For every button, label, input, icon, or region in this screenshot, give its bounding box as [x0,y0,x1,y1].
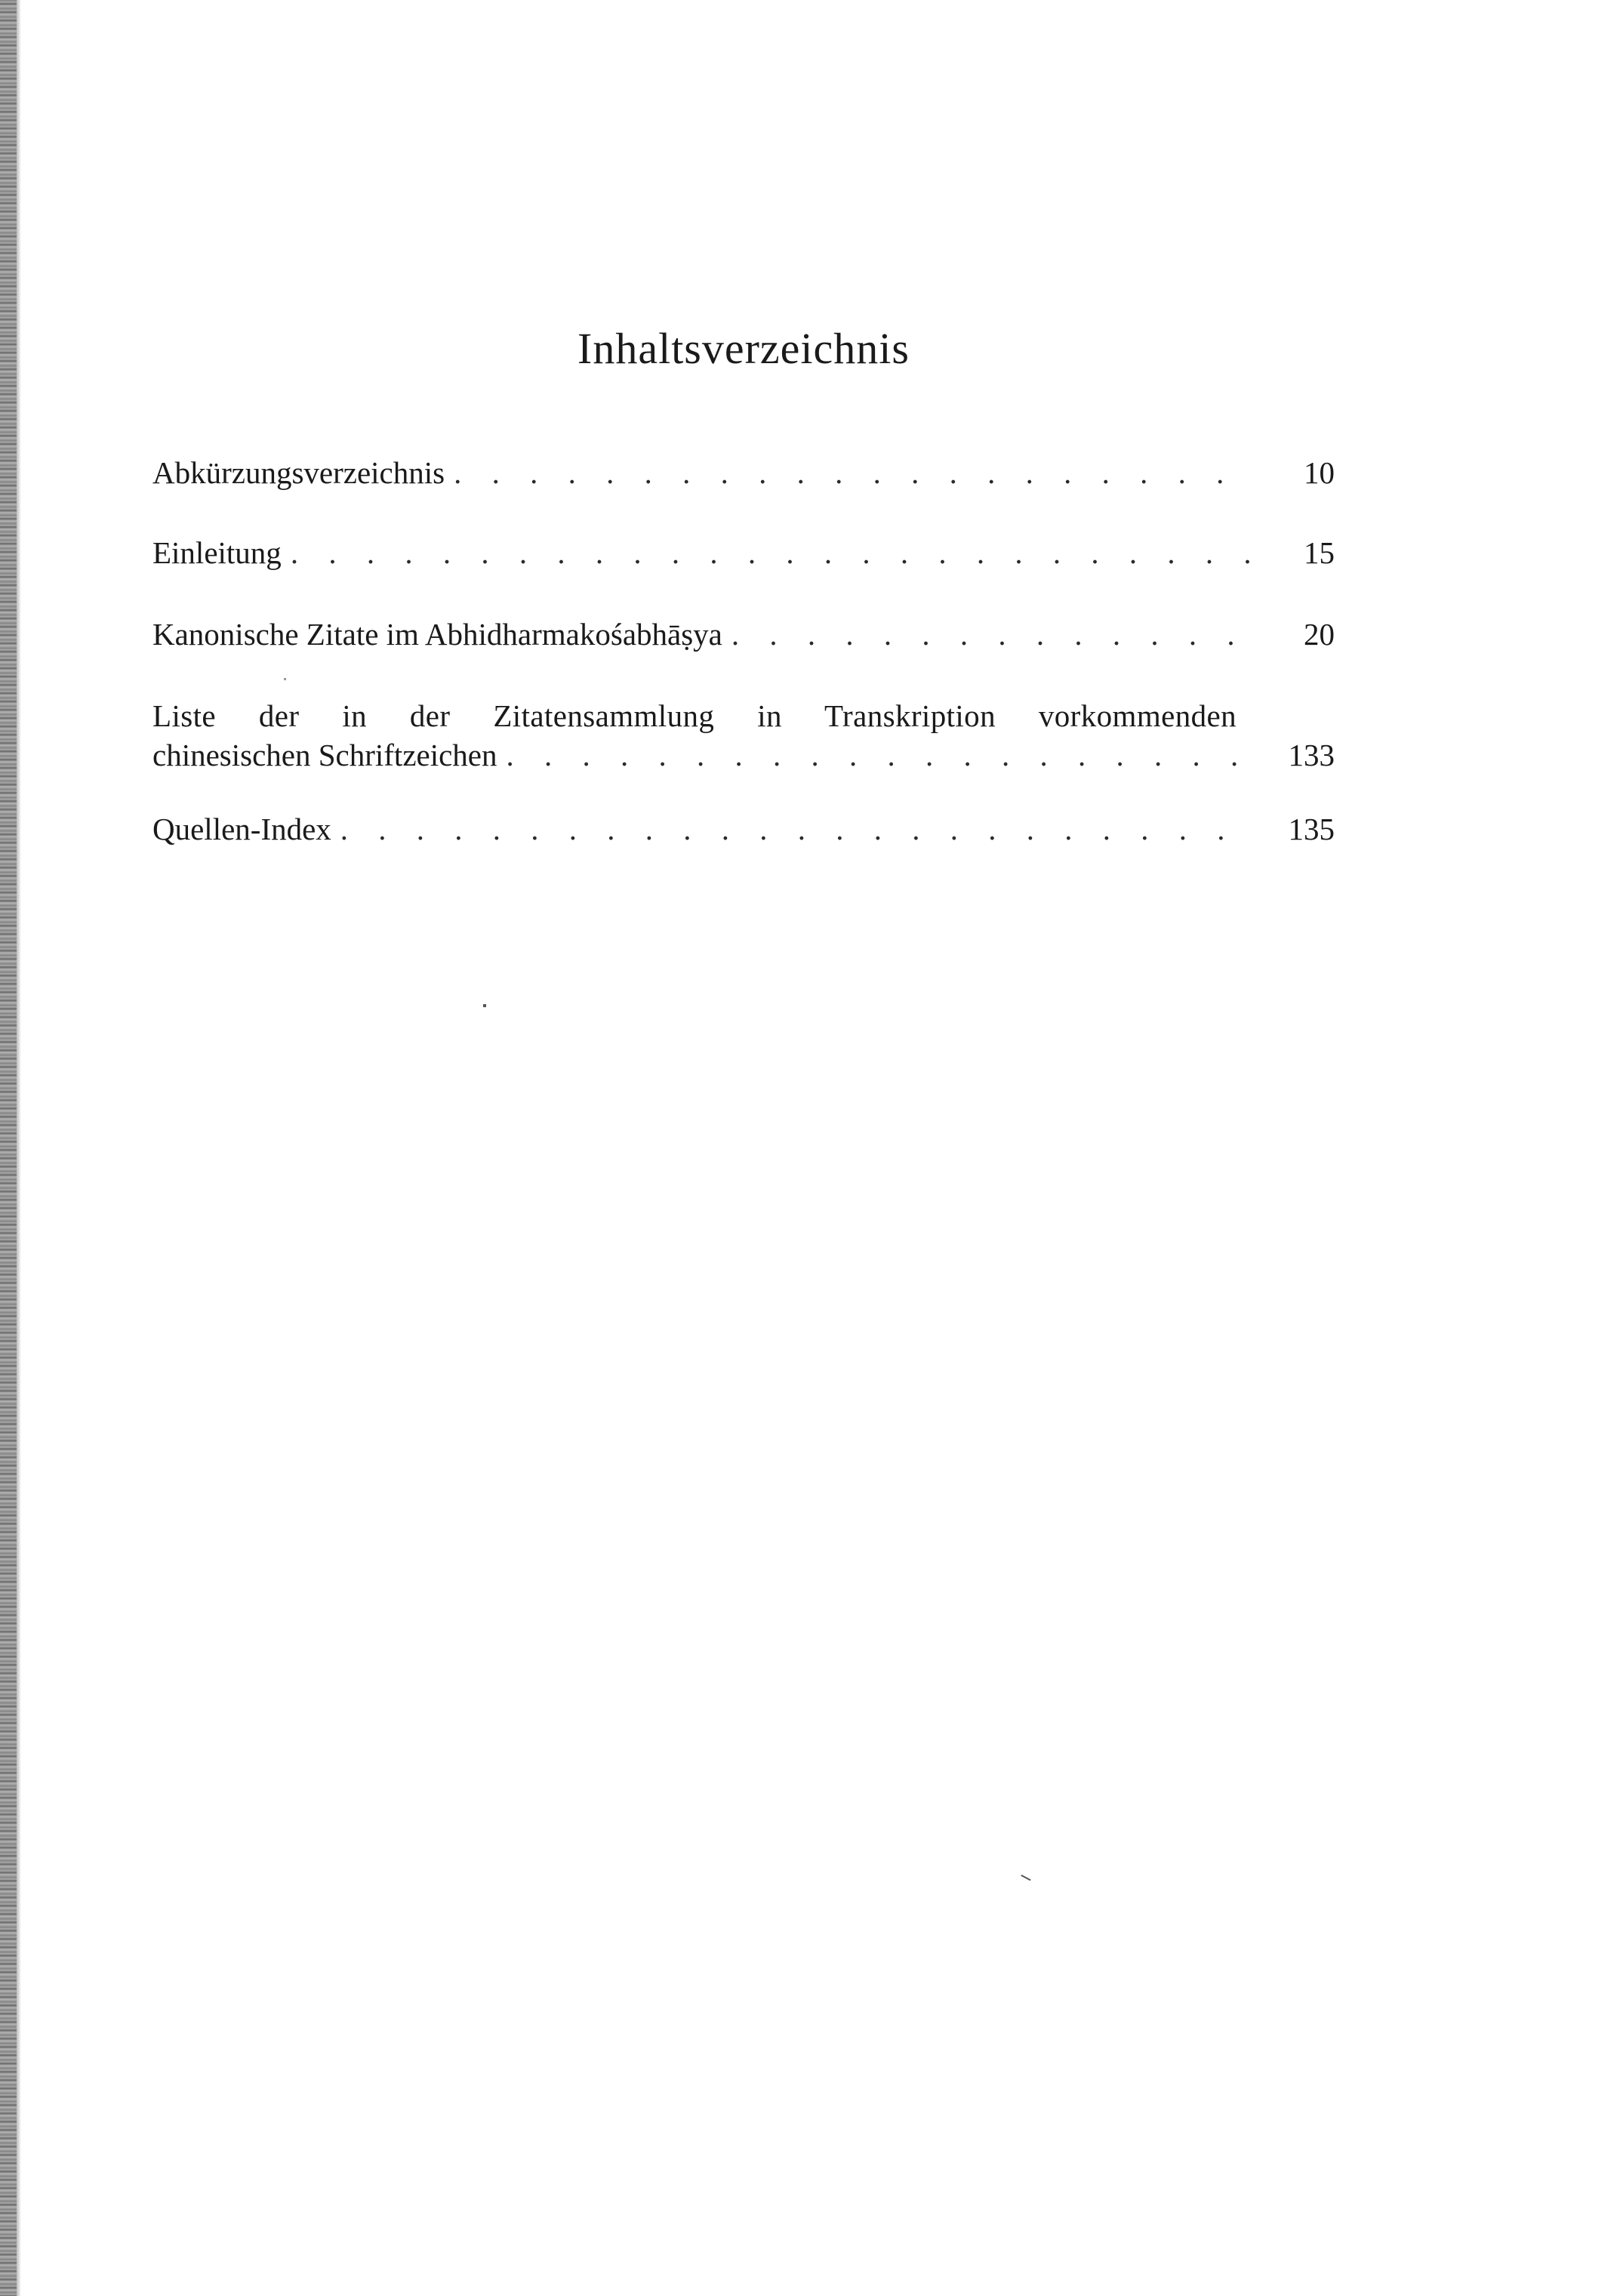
toc-entry-label: Kanonische Zitate im Abhidharmakośabhāṣya [152,617,722,652]
scan-speck [284,678,286,680]
page-title: Inhaltsverzeichnis [577,324,910,373]
dot-leader [731,615,1255,654]
toc-entry-label: Abkürzungsverzeichnis [152,455,445,490]
dot-leader [291,533,1255,572]
toc-entry[interactable] [152,453,1335,492]
dot-leader [454,453,1255,492]
toc-entry-label-line2: chinesischen Schriftzeichen [152,738,497,772]
toc-entry-page: 10 [1304,455,1335,490]
toc-entry-label: Einleitung [152,535,282,570]
toc-entry[interactable] [152,809,1335,849]
toc-entry[interactable] [152,533,1335,572]
toc-entry[interactable] [152,696,1335,775]
scan-speck [1021,1875,1030,1881]
scan-speck [483,1004,486,1007]
toc-entry-page: 135 [1288,812,1335,846]
toc-entry[interactable] [152,615,1335,654]
toc-entry-page: 15 [1304,535,1335,570]
toc-entry-page: 20 [1304,617,1335,652]
dot-leader [340,809,1255,849]
dot-leader [507,735,1255,775]
toc-entry-label-line1: Liste der in der Zitatensammlung in Transkription vorkommenden [152,698,1236,733]
toc-entry-label: Quellen-Index [152,812,331,846]
toc-entry-page: 133 [1288,738,1335,772]
